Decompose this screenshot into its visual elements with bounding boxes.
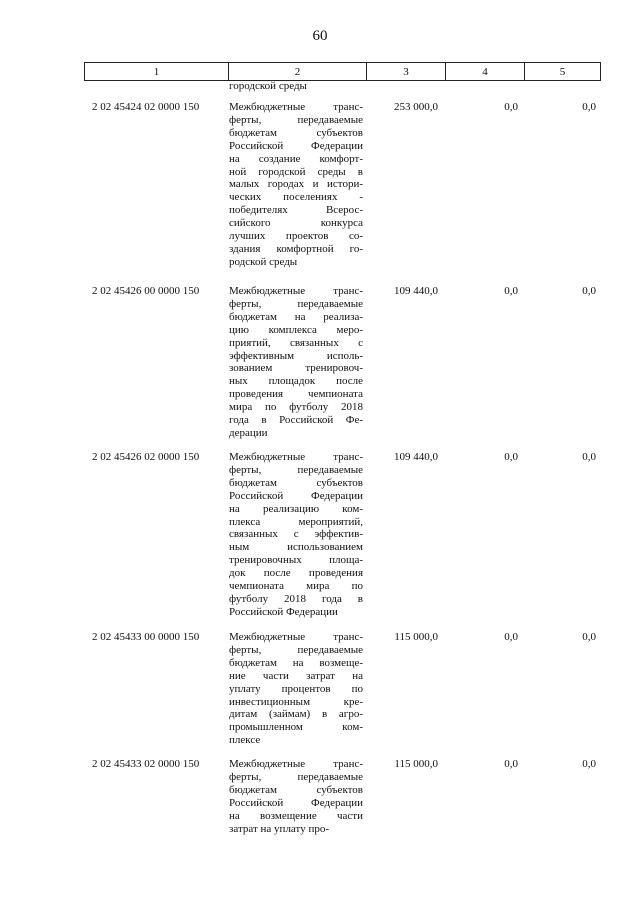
description-line: проведения чемпионата	[229, 388, 363, 401]
description-line: на возмещение части	[229, 809, 363, 822]
description-line: приятий, связанных с	[229, 336, 363, 349]
description-line: ферты, передаваемые	[229, 297, 363, 310]
description-line: док после проведения	[229, 567, 363, 580]
row-description	[229, 451, 363, 619]
amount-col-5: 0,0	[582, 451, 596, 463]
description-line: зованием тренировоч-	[229, 362, 363, 375]
description-line: связанных с эффектив-	[229, 528, 363, 541]
budget-code: 2 02 45426 02 0000 150	[92, 451, 200, 463]
header-col-5: 5	[525, 63, 601, 81]
amount-col-4: 0,0	[504, 285, 518, 297]
row-description	[229, 758, 363, 835]
description-line: бюджетам на возмеще-	[229, 656, 363, 669]
description-line: Российской Федерации	[229, 139, 363, 152]
description-line: бюджетам субъектов	[229, 783, 363, 796]
description-line: ферты, передаваемые	[229, 643, 363, 656]
description-line: малых городах и истори-	[229, 178, 363, 191]
amount-col-5: 0,0	[582, 758, 596, 770]
description-line: уплату процентов по	[229, 682, 363, 695]
description-line: Межбюджетные транс-	[229, 285, 363, 297]
amount-col-4: 0,0	[504, 631, 518, 643]
description-line: лучших проектов со-	[229, 230, 363, 243]
budget-code: 2 02 45433 00 0000 150	[92, 631, 200, 643]
amount-col-5: 0,0	[582, 285, 596, 297]
description-line: ферты, передаваемые	[229, 113, 363, 126]
row-description	[229, 285, 363, 440]
header-col-1: 1	[85, 63, 229, 81]
amount-col-4: 0,0	[504, 758, 518, 770]
description-line: Межбюджетные транс-	[229, 451, 363, 463]
description-line: на создание комфорт-	[229, 152, 363, 165]
row-description	[229, 631, 363, 747]
row-description	[229, 101, 363, 269]
description-line: Российской Федерации	[229, 605, 338, 618]
table-header	[84, 62, 601, 81]
description-line: бюджетам на реализа-	[229, 310, 363, 323]
description-line: мира по футболу 2018	[229, 401, 363, 414]
amount-col-4: 0,0	[504, 451, 518, 463]
amount-col-3: 115 000,0	[394, 758, 438, 770]
header-col-4: 4	[446, 63, 525, 81]
description-line: Межбюджетные транс-	[229, 101, 363, 113]
description-line: промышленном ком-	[229, 721, 363, 734]
amount-col-3: 115 000,0	[394, 631, 438, 643]
description-line: Межбюджетные транс-	[229, 631, 363, 643]
description-line: здания комфортной го-	[229, 242, 363, 255]
amount-col-5: 0,0	[582, 631, 596, 643]
description-line: ческих поселениях -	[229, 191, 363, 204]
description-line: бюджетам субъектов	[229, 476, 363, 489]
page-number: 60	[312, 28, 328, 44]
description-line: цию комплекса меро-	[229, 323, 363, 336]
description-line: Российской Федерации	[229, 489, 363, 502]
description-line: дерации	[229, 426, 268, 439]
amount-col-5: 0,0	[582, 101, 596, 113]
description-line: ферты, передаваемые	[229, 770, 363, 783]
amount-col-3: 253 000,0	[394, 101, 438, 113]
amount-col-4: 0,0	[504, 101, 518, 113]
description-line: Российской Федерации	[229, 796, 363, 809]
description-line: года в Российской Фе-	[229, 414, 363, 427]
description-line: ным использованием	[229, 541, 363, 554]
description-line: бюджетам субъектов	[229, 126, 363, 139]
description-line: на реализацию ком-	[229, 502, 363, 515]
continuation-text: городской среды	[229, 80, 307, 92]
header-col-2: 2	[229, 63, 367, 81]
amount-col-3: 109 440,0	[394, 451, 438, 463]
description-line: затрат на уплату про-	[229, 822, 329, 835]
description-line: чемпионата мира по	[229, 580, 363, 593]
amount-col-3: 109 440,0	[394, 285, 438, 297]
description-line: эффективным исполь-	[229, 349, 363, 362]
description-line: ферты, передаваемые	[229, 463, 363, 476]
budget-code: 2 02 45426 00 0000 150	[92, 285, 200, 297]
budget-code: 2 02 45433 02 0000 150	[92, 758, 200, 770]
description-line: дитам (займам) в агро-	[229, 708, 363, 721]
description-line: победителях Всерос-	[229, 204, 363, 217]
header-col-3: 3	[367, 63, 446, 81]
description-line: инвестиционным кре-	[229, 695, 363, 708]
description-line: родской среды	[229, 255, 298, 268]
description-line: футболу 2018 года в	[229, 592, 363, 605]
description-line: плексе	[229, 734, 261, 747]
description-line: тренировочных площа-	[229, 554, 363, 567]
description-line: плекса мероприятий,	[229, 515, 363, 528]
budget-code: 2 02 45424 02 0000 150	[92, 101, 200, 113]
description-line: Межбюджетные транс-	[229, 758, 363, 770]
description-line: ние части затрат на	[229, 669, 363, 682]
description-line: ных площадок после	[229, 375, 363, 388]
description-line: ной городской среды в	[229, 165, 363, 178]
description-line: сийского конкурса	[229, 217, 363, 230]
